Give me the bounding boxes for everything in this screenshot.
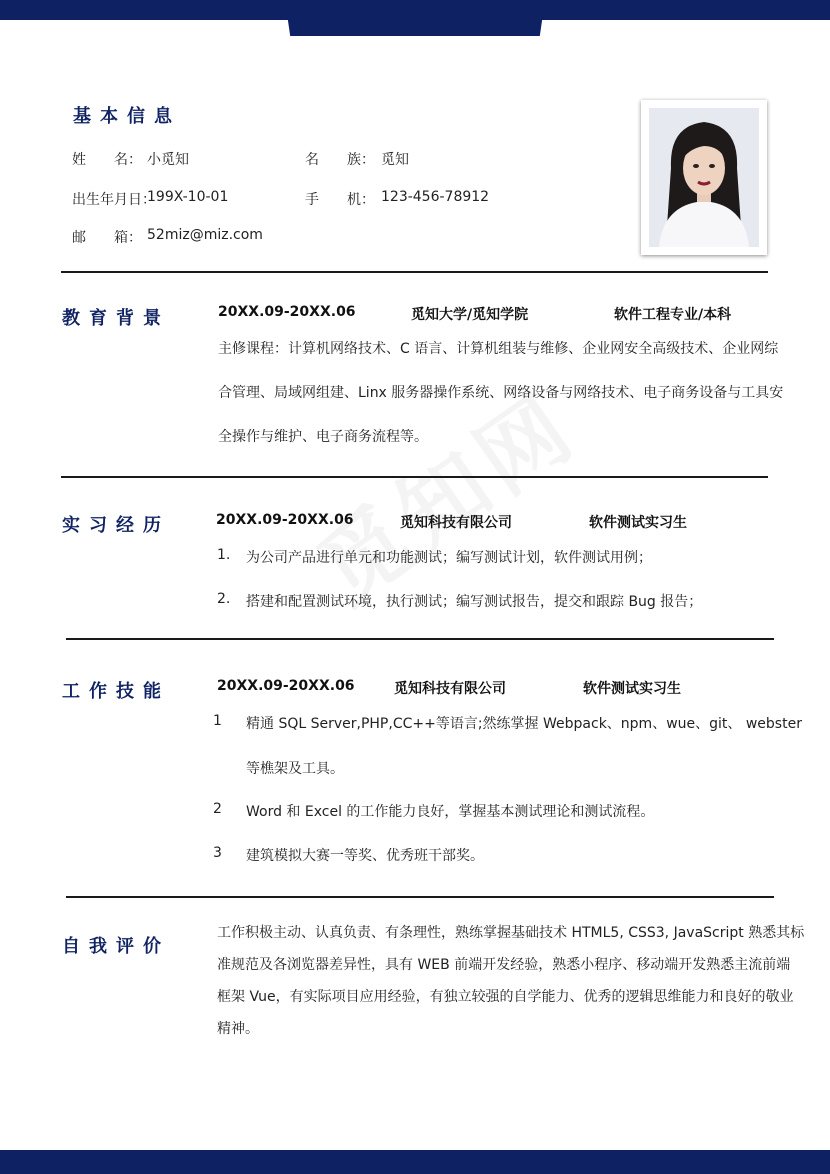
ethnicity-label: 名 族： [305, 152, 375, 168]
skills-item-num: 2 [213, 801, 222, 817]
self-eval-line: 精神。 [217, 1021, 259, 1037]
self-eval-line: 工作积极主动、认真负责、有条理性，熟练掌握基础技术 HTML5, CSS3, JavaScript 熟悉其标 [217, 925, 805, 941]
top-decor-tab [285, 0, 545, 36]
portrait-photo-icon [649, 108, 759, 247]
internship-item-text: 搭建和配置测试环境，执行测试；编写测试报告，提交和跟踪 Bug 报告； [246, 594, 703, 610]
internship-company: 觅知科技有限公司 [400, 515, 512, 531]
education-title: 教育背景 [62, 308, 170, 329]
internship-item-num: 1. [217, 547, 231, 563]
self-eval-line: 框架 Vue，有实际项目应用经验，有独立较强的自学能力、优秀的逻辑思维能力和良好的敬业 [217, 989, 794, 1005]
skills-item-text: 建筑模拟大赛一等奖、优秀班干部奖。 [246, 848, 484, 864]
birth-label: 出生年月日： [72, 192, 156, 208]
skills-item-num: 3 [213, 845, 222, 861]
ethnicity-value: 觅知 [381, 152, 409, 168]
phone-value: 123-456-78912 [381, 189, 490, 205]
divider-1 [61, 271, 768, 273]
internship-role: 软件测试实习生 [589, 515, 687, 531]
email-value: 52miz@miz.com [147, 227, 263, 243]
phone-label: 手 机： [305, 192, 375, 208]
self-eval-title: 自我评价 [62, 936, 170, 957]
bottom-decor-bar [0, 1150, 830, 1174]
divider-2 [61, 476, 768, 478]
internship-item-text: 为公司产品进行单元和功能测试；编写测试计划，软件测试用例； [246, 550, 652, 566]
basic-info-title: 基本信息 [73, 106, 181, 127]
skills-item-text: 精通 SQL Server,PHP,CC++等语言;然练掌握 Webpack、npm、wue、git、 webster [246, 716, 802, 732]
education-line: 主修课程：计算机网络技术、C 语言、计算机组装与维修、企业网安全高级技术、企业网综 [218, 341, 779, 357]
name-value: 小觅知 [147, 152, 189, 168]
email-label: 邮 箱： [72, 230, 142, 246]
birth-value: 199X-10-01 [147, 189, 229, 205]
internship-period: 20XX.09-20XX.06 [216, 512, 354, 528]
education-line: 全操作与维护、电子商务流程等。 [218, 429, 428, 445]
education-major: 软件工程专业/本科 [614, 307, 732, 323]
education-courses [218, 327, 783, 459]
skills-item-num: 1 [213, 713, 222, 729]
internship-title: 实习经历 [62, 515, 170, 536]
self-eval-line: 准规范及各浏览器差异性，具有 WEB 前端开发经验，熟悉小程序、移动端开发熟悉主流前端 [217, 957, 791, 973]
skills-item-text: Word 和 Excel 的工作能力良好，掌握基本测试理论和测试流程。 [246, 804, 655, 820]
name-label: 姓 名： [72, 152, 142, 168]
internship-item-num: 2. [217, 591, 231, 607]
education-line: 合管理、局域网组建、Linx 服务器操作系统、网络设备与网络技术、电子商务设备与工具安 [218, 385, 784, 401]
skills-company: 觅知科技有限公司 [394, 681, 506, 697]
skills-item-text-cont: 等樵架及工具。 [246, 761, 344, 777]
skills-title: 工作技能 [62, 681, 170, 702]
self-eval-text [217, 917, 804, 1045]
profile-photo-frame [641, 100, 767, 255]
skills-period: 20XX.09-20XX.06 [217, 678, 355, 694]
education-school: 觅知大学/觅知学院 [411, 307, 529, 323]
divider-4 [66, 896, 774, 898]
skills-role: 软件测试实习生 [583, 681, 681, 697]
education-period: 20XX.09-20XX.06 [218, 304, 356, 320]
divider-3 [66, 638, 774, 640]
